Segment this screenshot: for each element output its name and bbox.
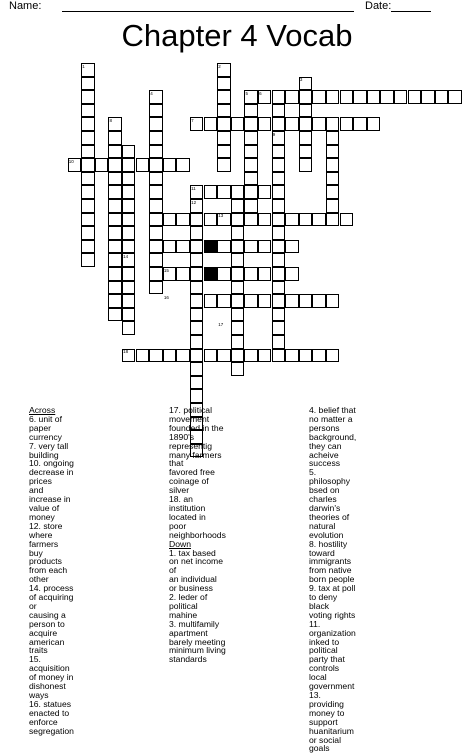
clue-line: 15. acquisition of money in: [29, 654, 74, 683]
clue-line: 1. tax based on net income of: [169, 547, 223, 576]
clue-number: 5: [245, 90, 249, 96]
grid-cell[interactable]: [244, 349, 258, 363]
name-label: Name:: [9, 0, 42, 12]
grid-cell[interactable]: [231, 199, 245, 213]
grid-cell[interactable]: [190, 335, 204, 349]
grid-cell[interactable]: [312, 117, 326, 131]
grid-cell[interactable]: [122, 267, 136, 281]
grid-cell[interactable]: [408, 90, 422, 104]
grid-cell[interactable]: [149, 172, 163, 186]
grid-cell[interactable]: [217, 349, 231, 363]
grid-cell[interactable]: [272, 253, 286, 267]
grid-cell[interactable]: [272, 213, 286, 227]
grid-cell[interactable]: [204, 185, 218, 199]
grid-cell[interactable]: [108, 199, 122, 213]
clue-line: political party that controls: [309, 645, 345, 674]
grid-cell[interactable]: [326, 172, 340, 186]
grid-cell[interactable]: [217, 185, 231, 199]
grid-cell[interactable]: [231, 185, 245, 199]
grid-cell[interactable]: [81, 226, 95, 240]
grid-cell[interactable]: [326, 185, 340, 199]
grid-cell[interactable]: [285, 294, 299, 308]
grid-cell[interactable]: [122, 145, 136, 159]
grid-cell[interactable]: [244, 199, 258, 213]
grid-cell[interactable]: [149, 145, 163, 159]
grid-cell[interactable]: [299, 104, 313, 118]
grid-cell[interactable]: [217, 77, 231, 91]
clue-heading: Down: [169, 538, 191, 549]
grid-cell[interactable]: [272, 117, 286, 131]
grid-cell[interactable]: [81, 240, 95, 254]
grid-cell[interactable]: [136, 349, 150, 363]
grid-cell[interactable]: [340, 213, 354, 227]
grid-cell[interactable]: [217, 117, 231, 131]
grid-cell[interactable]: [81, 213, 95, 227]
clue-line: darwin's theories of natural: [309, 502, 350, 531]
clues-column-1: [29, 406, 74, 736]
grid-cell[interactable]: [312, 90, 326, 104]
grid-cell[interactable]: [231, 362, 245, 376]
grid-cell[interactable]: [190, 362, 204, 376]
clue-number: 1: [82, 63, 85, 69]
grid-cell[interactable]: [326, 294, 340, 308]
clue-line: 7. very tall building: [29, 440, 69, 460]
clue-line: 11. organization inked to: [309, 618, 356, 647]
clue-line: american traits: [29, 636, 65, 656]
grid-cell[interactable]: [190, 308, 204, 322]
clue-line: poor neighborhoods: [169, 520, 226, 540]
grid-cell[interactable]: [217, 158, 231, 172]
clue-line: 5. philosophy bsed on charles: [309, 467, 351, 505]
grid-cell[interactable]: [190, 240, 204, 254]
grid-cell[interactable]: [299, 145, 313, 159]
grid-cell[interactable]: [149, 281, 163, 295]
clue-number: 17: [218, 321, 224, 327]
grid-cell[interactable]: [244, 213, 258, 227]
grid-cell[interactable]: [244, 267, 258, 281]
grid-cell[interactable]: [108, 131, 122, 145]
grid-cell[interactable]: [326, 145, 340, 159]
grid-cell[interactable]: [448, 90, 462, 104]
grid-cell[interactable]: [149, 185, 163, 199]
clue-line: evolution: [309, 529, 344, 540]
clue-number: 4: [150, 90, 153, 96]
grid-cell[interactable]: [217, 104, 231, 118]
clue-line: segregation: [29, 725, 74, 736]
grid-cell[interactable]: [231, 335, 245, 349]
clue-line: 2. leder of political mahine: [169, 592, 208, 620]
grid-cell[interactable]: [108, 240, 122, 254]
grid-cell[interactable]: [81, 145, 95, 159]
grid-cell[interactable]: [299, 90, 313, 104]
grid-cell[interactable]: [176, 267, 190, 281]
grid-cell[interactable]: [163, 349, 177, 363]
grid-cell[interactable]: [108, 308, 122, 322]
grid-cell[interactable]: [176, 349, 190, 363]
grid-cell[interactable]: [272, 267, 286, 281]
grid-cell[interactable]: [421, 90, 435, 104]
grid-cell[interactable]: [122, 240, 136, 254]
grid-cell[interactable]: [326, 349, 340, 363]
grid-cell[interactable]: [149, 240, 163, 254]
grid-cell[interactable]: [272, 308, 286, 322]
clue-line: 4. belief that no matter a: [309, 405, 356, 424]
grid-cell[interactable]: [122, 158, 136, 172]
clue-line: representig many farmers that: [169, 440, 222, 469]
grid-cell[interactable]: [272, 281, 286, 295]
grid-cell[interactable]: [81, 185, 95, 199]
clue-number: 7: [191, 117, 194, 123]
clue-number: 14: [123, 253, 129, 259]
grid-cell[interactable]: [204, 117, 218, 131]
grid-cell[interactable]: [122, 281, 136, 295]
grid-cell[interactable]: [285, 267, 299, 281]
grid-cell[interactable]: [244, 131, 258, 145]
clue-line: 16. statues enacted to enforce: [29, 698, 72, 727]
clue-heading: Across: [29, 405, 56, 415]
grid-cell[interactable]: [190, 253, 204, 267]
grid-cell[interactable]: [258, 213, 272, 227]
grid-cell[interactable]: [204, 349, 218, 363]
grid-cell[interactable]: [231, 308, 245, 322]
grid-cell[interactable]: [299, 117, 313, 131]
grid-cell[interactable]: [163, 158, 177, 172]
grid-cell[interactable]: [272, 145, 286, 159]
grid-cell[interactable]: [81, 90, 95, 104]
grid-cell[interactable]: [367, 117, 381, 131]
grid-cell[interactable]: [272, 104, 286, 118]
grid-cell[interactable]: [299, 294, 313, 308]
clue-line: 8. hostility toward immigrants: [309, 538, 352, 567]
grid-cell[interactable]: [326, 213, 340, 227]
grid-cell[interactable]: [122, 308, 136, 322]
grid-cell[interactable]: [149, 104, 163, 118]
grid-cell[interactable]: [258, 240, 272, 254]
grid-cell[interactable]: [231, 267, 245, 281]
grid-cell[interactable]: [190, 294, 204, 308]
grid-cell[interactable]: [190, 226, 204, 240]
grid-cell[interactable]: [272, 226, 286, 240]
grid-cell[interactable]: [81, 117, 95, 131]
clue-line: local government: [309, 672, 355, 692]
clue-line: and increase in value of money: [29, 485, 71, 522]
grid-cell[interactable]: [149, 267, 163, 281]
grid-cell[interactable]: [122, 185, 136, 199]
grid-cell[interactable]: [81, 199, 95, 213]
clue-line: 12. store where farmers buy: [29, 520, 63, 558]
grid-cell[interactable]: [108, 172, 122, 186]
grid-cell[interactable]: [108, 281, 122, 295]
clue-number: 18: [123, 349, 129, 355]
grid-cell[interactable]: [217, 294, 231, 308]
date-label: Date:: [365, 0, 392, 12]
grid-cell[interactable]: [204, 294, 218, 308]
grid-cell[interactable]: [108, 226, 122, 240]
clue-line: persons background, they can: [309, 422, 357, 451]
grid-cell[interactable]: [122, 226, 136, 240]
grid-cell[interactable]: [312, 349, 326, 363]
clue-number: 12: [191, 199, 197, 205]
grid-cell[interactable]: [312, 294, 326, 308]
clue-line: 13. providing money to support: [309, 690, 345, 727]
grid-cell[interactable]: [108, 145, 122, 159]
grid-cell[interactable]: [149, 226, 163, 240]
grid-cell[interactable]: [435, 90, 449, 104]
clue-line: voting rights: [309, 609, 356, 620]
grid-cell[interactable]: [326, 158, 340, 172]
grid-cell[interactable]: [272, 90, 286, 104]
clue-number: 15: [163, 267, 169, 273]
grid-cell[interactable]: [299, 131, 313, 145]
clue-line: dishonest ways: [29, 681, 66, 700]
grid-cell[interactable]: [217, 90, 231, 104]
grid-cell[interactable]: [81, 253, 95, 267]
clue-number: 13: [218, 213, 224, 219]
grid-cell[interactable]: [81, 172, 95, 186]
grid-cell[interactable]: [353, 117, 367, 131]
grid-cell[interactable]: [231, 294, 245, 308]
clue-line: barely meeting minimum living: [169, 636, 226, 656]
grid-cell[interactable]: [244, 294, 258, 308]
grid-cell[interactable]: [258, 117, 272, 131]
grid-cell[interactable]: [231, 349, 245, 363]
clue-line: 10. ongoing decrease in prices: [29, 458, 74, 487]
clue-line: 18. an institution located in: [169, 494, 206, 522]
grid-cell[interactable]: [149, 199, 163, 213]
grid-cell[interactable]: [285, 90, 299, 104]
grid-cell[interactable]: [299, 349, 313, 363]
grid-cell[interactable]: [272, 199, 286, 213]
grid-cell[interactable]: [272, 294, 286, 308]
clue-number: 10: [68, 158, 74, 164]
grid-cell[interactable]: [380, 90, 394, 104]
grid-cell[interactable]: [258, 294, 272, 308]
grid-cell[interactable]: [149, 349, 163, 363]
grid-cell[interactable]: [217, 267, 231, 281]
grid-cell[interactable]: [217, 145, 231, 159]
grid-cell[interactable]: [272, 321, 286, 335]
grid-cell[interactable]: [326, 90, 340, 104]
grid-cell[interactable]: [231, 281, 245, 295]
clue-line: products from each other: [29, 556, 68, 585]
clue-line: favored free coinage of silver: [169, 467, 215, 496]
grid-cell[interactable]: [163, 240, 177, 254]
grid-cell[interactable]: [231, 321, 245, 335]
grid-cell[interactable]: [163, 213, 177, 227]
grid-cell[interactable]: [244, 117, 258, 131]
grid-cell[interactable]: [299, 213, 313, 227]
clue-line: causing a person to acquire: [29, 609, 66, 638]
grid-cell[interactable]: [95, 158, 109, 172]
grid-cell[interactable]: [340, 117, 354, 131]
grid-cell[interactable]: [190, 267, 204, 281]
grid-cell[interactable]: [231, 226, 245, 240]
grid-cell[interactable]: [108, 253, 122, 267]
grid-cell[interactable]: [217, 240, 231, 254]
grid-cell[interactable]: [231, 213, 245, 227]
grid-cell[interactable]: [204, 213, 218, 227]
grid-cell[interactable]: [326, 199, 340, 213]
clue-number: 11: [191, 185, 196, 191]
grid-cell[interactable]: [108, 294, 122, 308]
clue-line: standards: [169, 654, 207, 665]
grid-cell[interactable]: [108, 267, 122, 281]
grid-cell[interactable]: [231, 253, 245, 267]
grid-cell[interactable]: [190, 281, 204, 295]
grid-cell[interactable]: [231, 240, 245, 254]
grid-cell[interactable]: [176, 240, 190, 254]
clue-line: 17. political movement: [169, 405, 212, 424]
grid-cell[interactable]: [367, 90, 381, 104]
grid-cell[interactable]: [176, 158, 190, 172]
grid-cell[interactable]: [81, 104, 95, 118]
clue-line: 14. process of acquiring or: [29, 583, 74, 611]
grid-cell[interactable]: [190, 349, 204, 363]
page-title: Chapter 4 Vocab: [121, 18, 353, 53]
grid-cell[interactable]: [122, 172, 136, 186]
grid-cell[interactable]: [285, 213, 299, 227]
grid-cell[interactable]: [299, 158, 313, 172]
clue-line: 6. unit of paper currency: [29, 413, 62, 442]
grid-cell[interactable]: [285, 117, 299, 131]
grid-cell[interactable]: [190, 213, 204, 227]
grid-cell[interactable]: [340, 90, 354, 104]
grid-cell[interactable]: [231, 117, 245, 131]
grid-cell[interactable]: [244, 172, 258, 186]
grid-cell[interactable]: [122, 199, 136, 213]
grid-cell[interactable]: [244, 185, 258, 199]
grid-cell[interactable]: [326, 117, 340, 131]
grid-cell[interactable]: [122, 294, 136, 308]
grid-cell[interactable]: [81, 131, 95, 145]
grid-cell[interactable]: [285, 240, 299, 254]
grid-cell[interactable]: [326, 131, 340, 145]
clue-number: 2: [218, 63, 221, 69]
grid-cell[interactable]: [190, 389, 204, 403]
clue-number: 9: [272, 131, 276, 137]
grid-cell[interactable]: [81, 77, 95, 91]
grid-cell[interactable]: [285, 349, 299, 363]
clue-line: founded in the 1890's: [169, 422, 224, 442]
grid-cell[interactable]: [394, 90, 408, 104]
clue-number: 8: [109, 117, 113, 123]
grid-cell[interactable]: [258, 349, 272, 363]
grid-cell[interactable]: [122, 321, 136, 335]
grid-cell[interactable]: [258, 267, 272, 281]
grid-cell[interactable]: [176, 213, 190, 227]
grid-block: [204, 267, 218, 281]
clue-line: an individual or business: [169, 574, 217, 594]
grid-cell[interactable]: [244, 158, 258, 172]
clue-line: from native born people: [309, 565, 355, 585]
grid-cell[interactable]: [122, 213, 136, 227]
grid-cell[interactable]: [272, 172, 286, 186]
grid-cell[interactable]: [272, 185, 286, 199]
grid-cell[interactable]: [272, 158, 286, 172]
grid-cell[interactable]: [108, 185, 122, 199]
clue-line: 9. tax at poll to deny black: [309, 583, 356, 611]
grid-cell[interactable]: [136, 158, 150, 172]
clue-number: 16: [163, 294, 169, 300]
clue-line: acheive success: [309, 449, 341, 469]
clue-number: 6: [259, 90, 262, 96]
clue-line: 3. multifamily apartment: [169, 618, 220, 638]
grid-cell[interactable]: [272, 240, 286, 254]
grid-cell[interactable]: [108, 158, 122, 172]
grid-cell[interactable]: [149, 213, 163, 227]
grid-cell[interactable]: [190, 376, 204, 390]
clues-column-3: [309, 406, 356, 753]
grid-cell[interactable]: [190, 321, 204, 335]
grid-cell[interactable]: [272, 335, 286, 349]
grid-cell[interactable]: [149, 131, 163, 145]
grid-cell[interactable]: [353, 90, 367, 104]
grid-cell[interactable]: [244, 240, 258, 254]
grid-cell[interactable]: [149, 117, 163, 131]
clues-column-2: [169, 406, 226, 664]
grid-cell[interactable]: [81, 158, 95, 172]
grid-cell[interactable]: [258, 185, 272, 199]
clue-line: huanitarium or social goals: [309, 725, 354, 753]
grid-cell[interactable]: [272, 349, 286, 363]
grid-cell[interactable]: [244, 104, 258, 118]
grid-cell[interactable]: [149, 158, 163, 172]
grid-cell[interactable]: [149, 253, 163, 267]
grid-cell[interactable]: [108, 213, 122, 227]
grid-cell[interactable]: [217, 131, 231, 145]
grid-cell[interactable]: [244, 145, 258, 159]
clue-number: 3: [299, 77, 303, 83]
grid-cell[interactable]: [312, 213, 326, 227]
grid-block: [204, 240, 218, 254]
